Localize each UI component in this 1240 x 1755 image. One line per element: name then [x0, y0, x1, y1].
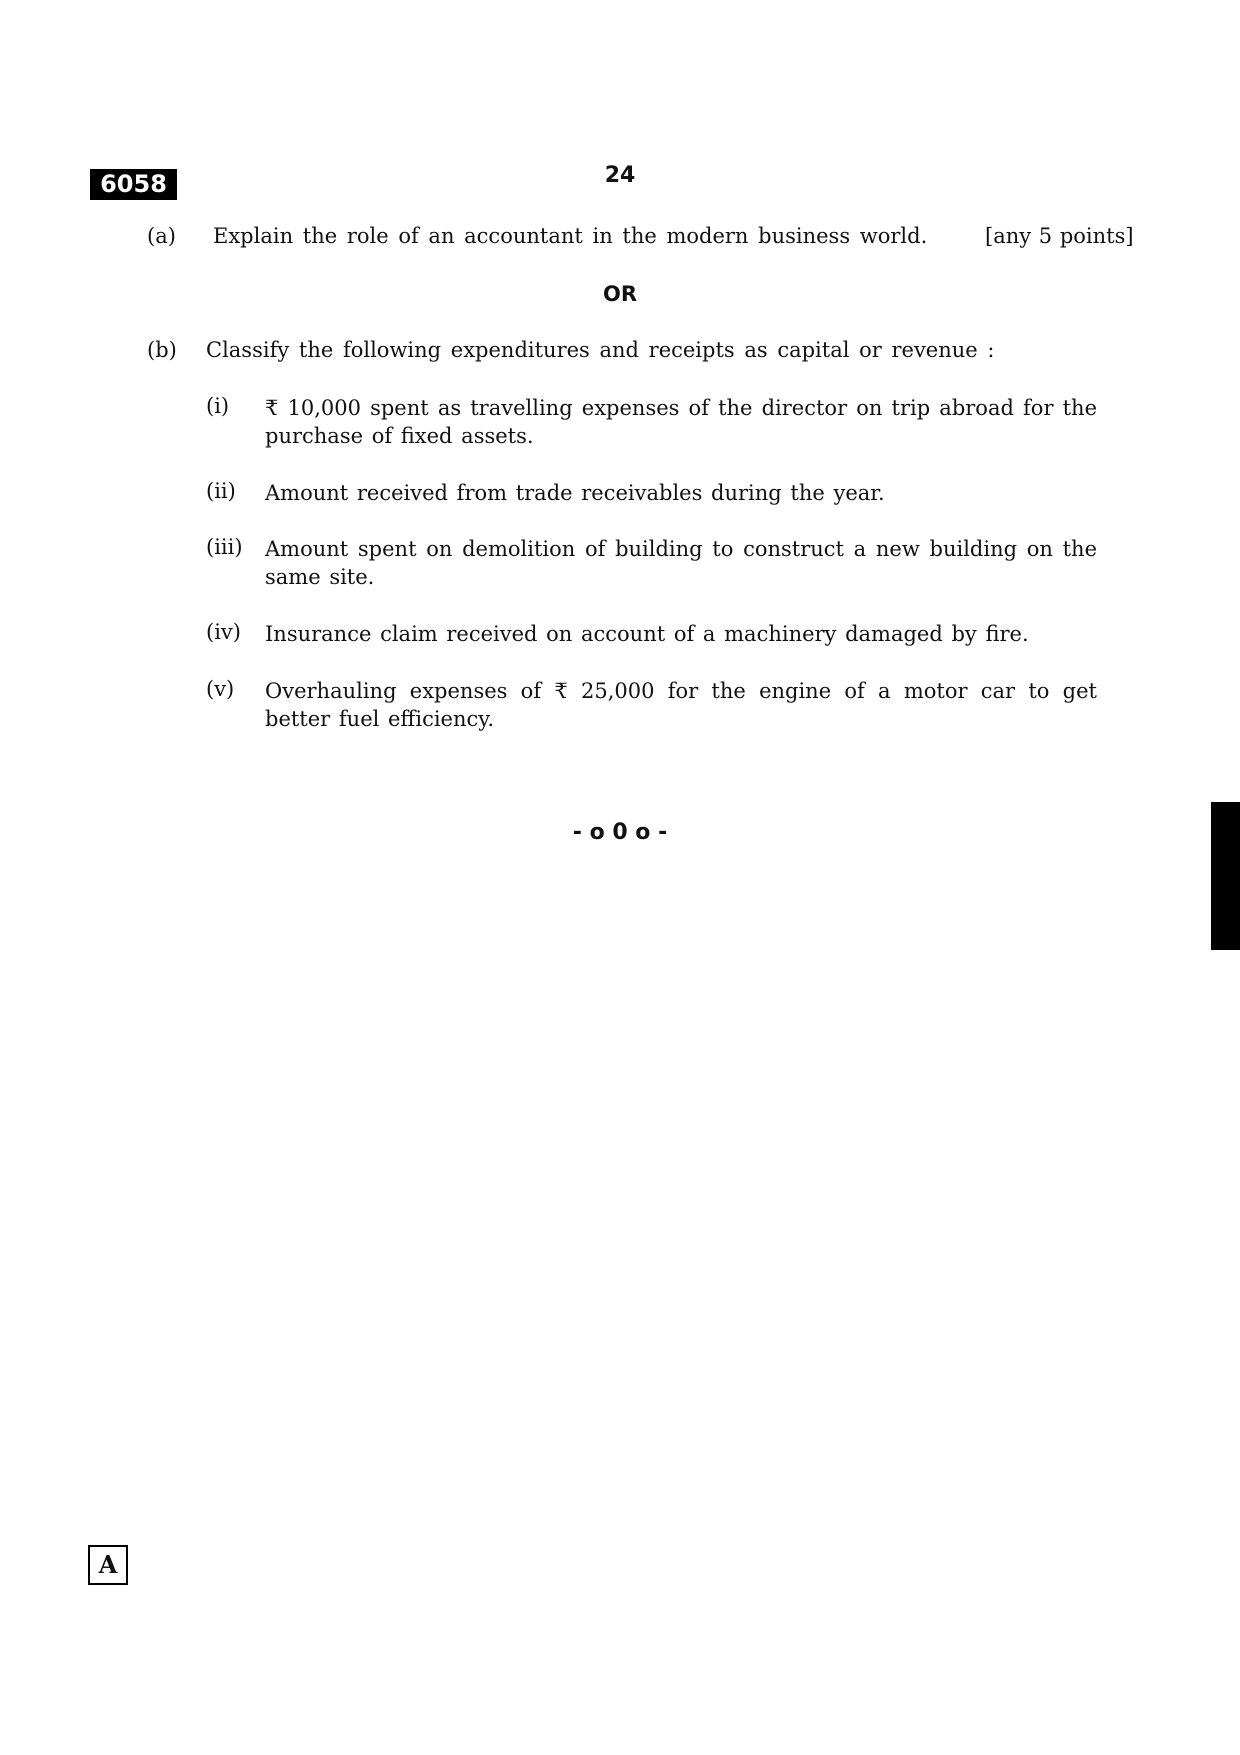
list-item-label: (i) [206, 394, 230, 418]
page-number: 24 [604, 163, 636, 188]
list-item-text: Amount spent on demolition of building to construct a new building on the same site. [265, 537, 1097, 589]
question-b-text: Classify the following expenditures and receipts as capital or revenue : [206, 338, 995, 362]
question-b-label: (b) [147, 338, 177, 362]
end-of-paper-mark: - o 0 o - [572, 820, 668, 845]
question-a-label: (a) [147, 224, 176, 248]
list-item-text: Overhauling expenses of ₹ 25,000 for the engine of a motor car to get better fuel efficiency. [265, 679, 1097, 731]
question-a-text: Explain the role of an accountant in the modern business world. [213, 224, 928, 248]
list-item-label: (v) [206, 677, 235, 701]
list-item-label: (iv) [206, 620, 241, 644]
list-item-label: (iii) [206, 535, 243, 559]
list-item-text: Amount received from trade receivables during the year. [265, 481, 885, 505]
page-edge-tab [1211, 802, 1240, 950]
paper-code-badge: 6058 [90, 169, 177, 200]
question-a-marks-note: [any 5 points] [985, 224, 1134, 248]
list-item-text: Insurance claim received on account of a machinery damaged by fire. [265, 622, 1029, 646]
set-label-box: A [88, 1545, 128, 1585]
list-item-text: ₹ 10,000 spent as travelling expenses of the director on trip abroad for the purchase of fixed assets. [265, 396, 1097, 448]
list-item-label: (ii) [206, 479, 236, 503]
or-separator: OR [602, 282, 638, 306]
